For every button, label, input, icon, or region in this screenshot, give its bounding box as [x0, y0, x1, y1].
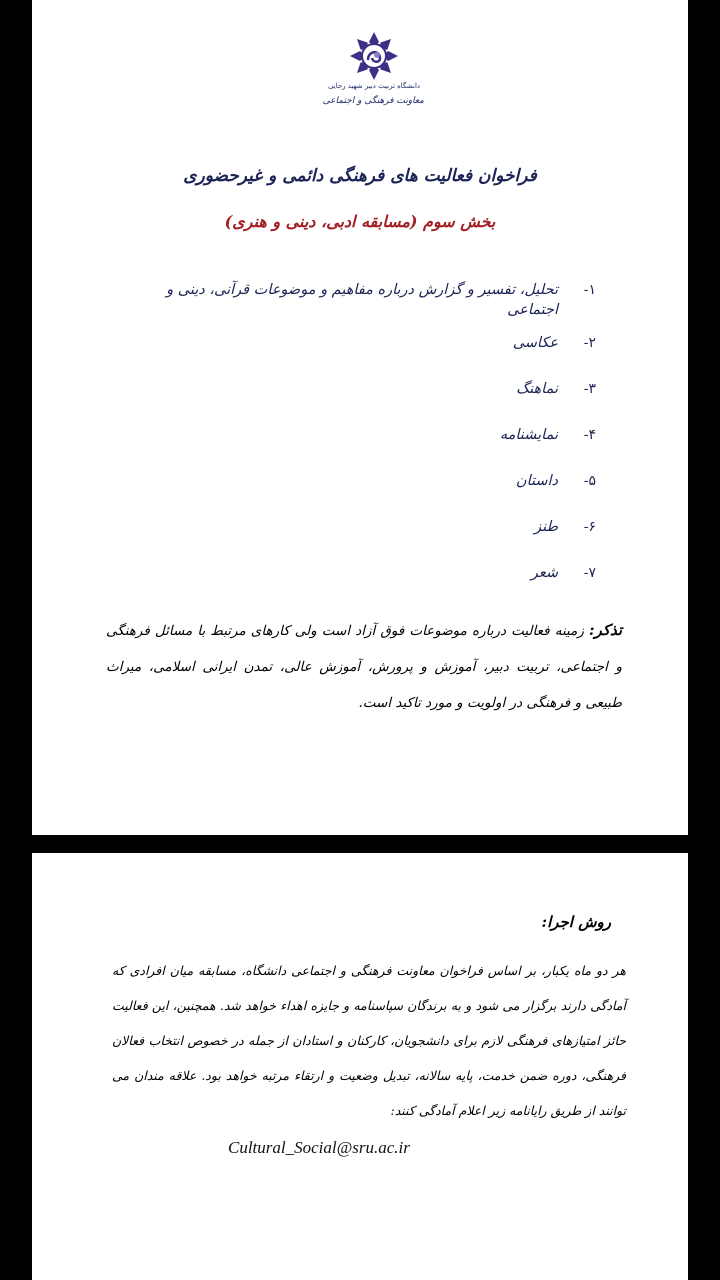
logo-block	[324, 30, 424, 106]
list-item	[156, 280, 596, 333]
list-item-text: تحلیل، تفسیر و گزارش درباره مفاهیم و موضوعات قرآنی، دینی و اجتماعی	[166, 282, 558, 318]
list-item	[156, 425, 596, 471]
list-item-text: شعر	[530, 565, 558, 581]
department-name: معاونت فرهنگی و اجتماعی	[322, 96, 424, 106]
list-item	[156, 379, 596, 425]
note-paragraph	[106, 612, 622, 721]
document-page-2	[32, 853, 688, 1280]
section-subtitle: بخش سوم (مسابقه ادبی، دینی و هنری)	[224, 212, 496, 231]
list-item-number: ۳-	[583, 381, 596, 397]
list-item	[156, 563, 596, 609]
list-item-number: ۱-	[583, 282, 596, 298]
university-logo-icon	[348, 30, 400, 82]
list-item-text: عکاسی	[512, 335, 558, 351]
list-item	[156, 517, 596, 563]
list-item-number: ۵-	[583, 473, 596, 489]
university-name: دانشگاه تربیت دبیر شهید رجایی	[327, 82, 421, 90]
contact-email: Cultural_Social@sru.ac.ir	[228, 1138, 410, 1157]
activity-list	[156, 280, 596, 609]
note-label: تذکر:	[589, 621, 623, 639]
method-heading: روش اجرا:	[541, 913, 611, 931]
page-title: فراخوان فعالیت های فرهنگی دائمی و غیرحضوری	[183, 166, 537, 186]
document-page-1	[32, 0, 688, 835]
list-item	[156, 471, 596, 517]
list-item-number: ۶-	[583, 519, 596, 535]
list-item-text: نماهنگ	[516, 381, 558, 397]
method-paragraph: هر دو ماه یکبار، بر اساس فراخوان معاونت فرهنگی و اجتماعی دانشگاه، مسابقه میان افرادی که آمادگی دارند برگزار می شود و به برندگان سپاسنامه و جایزه اهداء خواهد شد. همچنین، این فعالیت حائز امتیازهای فرهنگی لازم برای دانشجویان، کارکنان و استادان از جمله در خصوص انتخاب فعالان فرهنگی، دوره ضمن خدمت، پایه سالانه، تبدیل وضعیت و ارتقاء مرتبه خواهد بود. علاقه مندان می توانند از طریق رایانامه زیر اعلام آمادگی کنند:	[112, 963, 626, 1118]
note-text: زمینه فعالیت درباره موضوعات فوق آزاد است ولی کارهای مرتبط با مسائل فرهنگی و اجتماعی، تربیت دبیر، آموزش و پرورش، آموزش عالی، تمدن ایرانی اسلامی، میراث طبیعی و فرهنگی در اولویت و مورد تاکید است.	[106, 623, 622, 711]
list-item-number: ۷-	[583, 565, 596, 581]
list-item-text: طنز	[534, 519, 558, 535]
list-item-text: داستان	[515, 473, 558, 489]
list-item	[156, 333, 596, 379]
list-item-text: نمایشنامه	[499, 427, 558, 443]
list-item-number: ۴-	[583, 427, 596, 443]
list-item-number: ۲-	[583, 335, 596, 351]
